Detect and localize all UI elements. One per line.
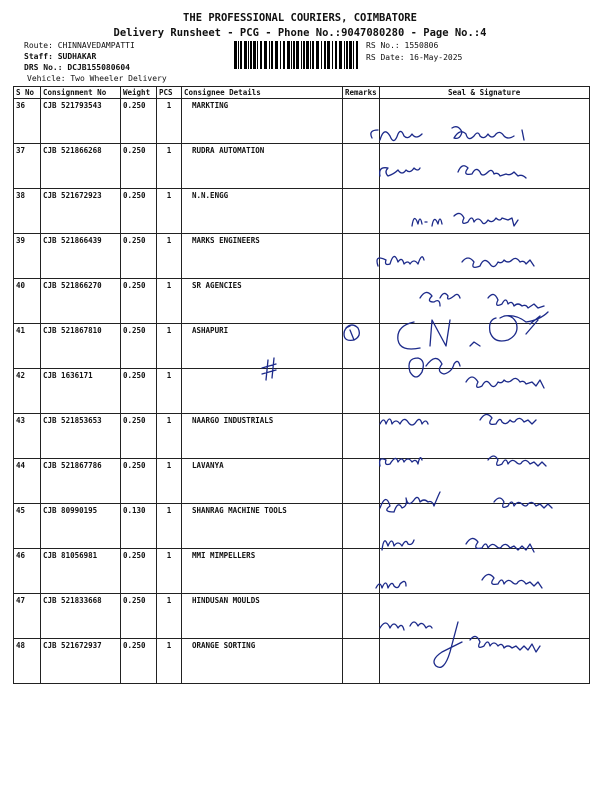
barcode-bar	[257, 41, 258, 69]
col-consignee: Consignee Details	[182, 87, 343, 99]
cell-consignment-no: CJB 521672937	[41, 639, 121, 684]
cell-consignment-no: CJB 521867810	[41, 324, 121, 369]
barcode-bar	[283, 41, 285, 69]
barcode-bar	[271, 41, 273, 69]
barcode-bar	[269, 41, 270, 69]
barcode-bar	[339, 41, 342, 69]
cell-remarks	[343, 639, 380, 684]
cell-consignee: SR AGENCIES	[182, 279, 343, 324]
cell-remarks	[343, 279, 380, 324]
barcode-bar	[275, 41, 278, 69]
cell-consignee: MARKS ENGINEERS	[182, 234, 343, 279]
cell-pcs: 1	[157, 279, 182, 324]
cell-consignee: LAVANYA	[182, 459, 343, 504]
table-row	[14, 549, 590, 594]
barcode-bar	[332, 41, 333, 69]
cell-sno: 40	[14, 279, 41, 324]
cell-seal-signature	[379, 99, 589, 144]
barcode-bar	[287, 41, 290, 69]
table-row	[14, 144, 590, 189]
rs-no-label: RS No.:	[366, 41, 400, 50]
cell-pcs: 1	[157, 189, 182, 234]
cell-pcs: 1	[157, 99, 182, 144]
barcode-bar	[335, 41, 337, 69]
company-title: THE PROFESSIONAL COURIERS, COIMBATORE	[183, 12, 417, 24]
cell-remarks	[343, 594, 380, 639]
cell-consignee: SHANRAG MACHINE TOOLS	[182, 504, 343, 549]
cell-consignee: MARKTING	[182, 99, 343, 144]
cell-remarks	[343, 549, 380, 594]
cell-weight: 0.250	[121, 189, 157, 234]
cell-sno: 44	[14, 459, 41, 504]
col-signature: Seal & Signature	[379, 87, 589, 99]
cell-seal-signature	[379, 594, 589, 639]
cell-seal-signature	[379, 144, 589, 189]
cell-sno: 36	[14, 99, 41, 144]
route-line	[24, 41, 135, 50]
cell-sno: 37	[14, 144, 41, 189]
col-weight: Weight	[121, 87, 157, 99]
cell-seal-signature	[379, 369, 589, 414]
cell-weight: 0.250	[121, 369, 157, 414]
cell-seal-signature	[379, 639, 589, 684]
rs-date-line	[366, 53, 462, 62]
barcode-bar	[306, 41, 309, 69]
col-consignment: Consignment No	[41, 87, 121, 99]
rs-date-value: 16-May-2025	[409, 53, 463, 62]
table-row	[14, 369, 590, 414]
cell-pcs: 1	[157, 369, 182, 414]
cell-consignment-no: CJB 521867786	[41, 459, 121, 504]
table-row	[14, 234, 590, 279]
runsheet-subtitle: Delivery Runsheet - PCG - Phone No.:9047080280 - Page No.:4	[113, 27, 487, 39]
cell-remarks	[343, 99, 380, 144]
vehicle-line	[27, 74, 167, 83]
cell-remarks	[343, 369, 380, 414]
cell-seal-signature	[379, 234, 589, 279]
drs-barcode-image	[234, 41, 360, 69]
cell-remarks	[343, 504, 380, 549]
cell-weight: 0.130	[121, 504, 157, 549]
barcode-bar	[303, 41, 305, 69]
cell-seal-signature	[379, 414, 589, 459]
cell-consignment-no: CJB 1636171	[41, 369, 121, 414]
cell-consignment-no: CJB 80990195	[41, 504, 121, 549]
table-row	[14, 189, 590, 234]
cell-seal-signature	[379, 549, 589, 594]
cell-pcs: 1	[157, 549, 182, 594]
cell-weight: 0.250	[121, 279, 157, 324]
barcode-bar	[244, 41, 247, 69]
cell-remarks	[343, 459, 380, 504]
staff-label: Staff:	[24, 52, 53, 61]
cell-consignee	[182, 369, 343, 414]
vehicle-value: Two Wheeler Delivery	[70, 74, 167, 83]
cell-remarks	[343, 414, 380, 459]
table-row	[14, 279, 590, 324]
table-row	[14, 504, 590, 549]
cell-remarks	[343, 144, 380, 189]
cell-consignee: ASHAPURI	[182, 324, 343, 369]
cell-sno: 45	[14, 504, 41, 549]
barcode-bar	[353, 41, 354, 69]
cell-weight: 0.250	[121, 234, 157, 279]
staff-value: SUDHAKAR	[57, 52, 97, 61]
cell-remarks	[343, 234, 380, 279]
cell-consignee: MMI MIMPELLERS	[182, 549, 343, 594]
cell-seal-signature	[379, 504, 589, 549]
barcode-bar	[264, 41, 267, 69]
barcode-bar	[248, 41, 249, 69]
route-label: Route:	[24, 41, 53, 50]
cell-consignment-no: CJB 521833668	[41, 594, 121, 639]
cell-consignment-no: CJB 521853653	[41, 414, 121, 459]
cell-sno: 39	[14, 234, 41, 279]
cell-seal-signature	[379, 279, 589, 324]
cell-seal-signature	[379, 459, 589, 504]
barcode-bar	[280, 41, 281, 69]
cell-pcs: 1	[157, 144, 182, 189]
drs-value: DCJB155080604	[67, 63, 130, 72]
barcode-bar	[324, 41, 326, 69]
barcode-bar	[291, 41, 292, 69]
barcode-bar	[260, 41, 262, 69]
table-row	[14, 99, 590, 144]
barcode-bar	[316, 41, 319, 69]
table-header-row	[14, 87, 590, 99]
cell-weight: 0.250	[121, 324, 157, 369]
barcode-bar	[344, 41, 345, 69]
barcode-bar	[238, 41, 239, 69]
cell-pcs: 1	[157, 504, 182, 549]
cell-sno: 47	[14, 594, 41, 639]
cell-consignment-no: CJB 521866270	[41, 279, 121, 324]
cell-consignment-no: CJB 521793543	[41, 99, 121, 144]
barcode-bar	[234, 41, 237, 69]
barcode-bar	[327, 41, 330, 69]
cell-weight: 0.250	[121, 639, 157, 684]
route-value: CHINNAVEDAMPATTI	[57, 41, 135, 50]
cell-pcs: 1	[157, 459, 182, 504]
staff-line	[24, 52, 96, 61]
cell-sno: 41	[14, 324, 41, 369]
cell-seal-signature	[379, 189, 589, 234]
delivery-table	[13, 86, 590, 684]
cell-consignee: HINDUSAN MOULDS	[182, 594, 343, 639]
rs-date-label: RS Date:	[366, 53, 405, 62]
cell-pcs: 1	[157, 594, 182, 639]
col-sno: S No	[14, 87, 41, 99]
barcode-bar	[296, 41, 299, 69]
vehicle-label: Vehicle:	[27, 74, 66, 83]
cell-weight: 0.250	[121, 144, 157, 189]
table-row	[14, 459, 590, 504]
rs-no-line	[366, 41, 438, 50]
barcode-bar	[301, 41, 302, 69]
drs-line	[24, 63, 130, 72]
cell-consignee: RUDRA AUTOMATION	[182, 144, 343, 189]
cell-pcs: 1	[157, 324, 182, 369]
barcode-bar	[240, 41, 242, 69]
cell-remarks	[343, 324, 380, 369]
table-row	[14, 414, 590, 459]
barcode-bar	[321, 41, 322, 69]
cell-consignment-no: CJB 521866268	[41, 144, 121, 189]
rs-no-value: 1550806	[404, 41, 439, 50]
col-pcs: PCS	[157, 87, 182, 99]
barcode-bar	[349, 41, 352, 69]
table-row	[14, 594, 590, 639]
cell-consignee: N.N.ENGG	[182, 189, 343, 234]
barcode-bar	[312, 41, 314, 69]
cell-sno: 42	[14, 369, 41, 414]
barcode-bar	[293, 41, 295, 69]
cell-consignment-no: CJB 521672923	[41, 189, 121, 234]
table-row	[14, 324, 590, 369]
cell-weight: 0.250	[121, 549, 157, 594]
barcode-bar	[253, 41, 256, 69]
col-remarks: Remarks	[343, 87, 380, 99]
drs-label: DRS No.:	[24, 63, 63, 72]
cell-sno: 43	[14, 414, 41, 459]
cell-consignment-no: CJB 521866439	[41, 234, 121, 279]
table-row	[14, 639, 590, 684]
barcode-bar	[346, 41, 348, 69]
barcode-bar	[356, 41, 358, 69]
cell-weight: 0.250	[121, 99, 157, 144]
cell-consignee: ORANGE SORTING	[182, 639, 343, 684]
cell-remarks	[343, 189, 380, 234]
cell-pcs: 1	[157, 234, 182, 279]
cell-weight: 0.250	[121, 594, 157, 639]
cell-weight: 0.250	[121, 459, 157, 504]
cell-consignee: NAARGO INDUSTRIALS	[182, 414, 343, 459]
cell-weight: 0.250	[121, 414, 157, 459]
barcode-bar	[310, 41, 311, 69]
barcode-bar	[250, 41, 252, 69]
cell-consignment-no: CJB 81056981	[41, 549, 121, 594]
cell-sno: 48	[14, 639, 41, 684]
cell-sno: 38	[14, 189, 41, 234]
cell-pcs: 1	[157, 639, 182, 684]
cell-pcs: 1	[157, 414, 182, 459]
cell-sno: 46	[14, 549, 41, 594]
cell-seal-signature	[379, 324, 589, 369]
